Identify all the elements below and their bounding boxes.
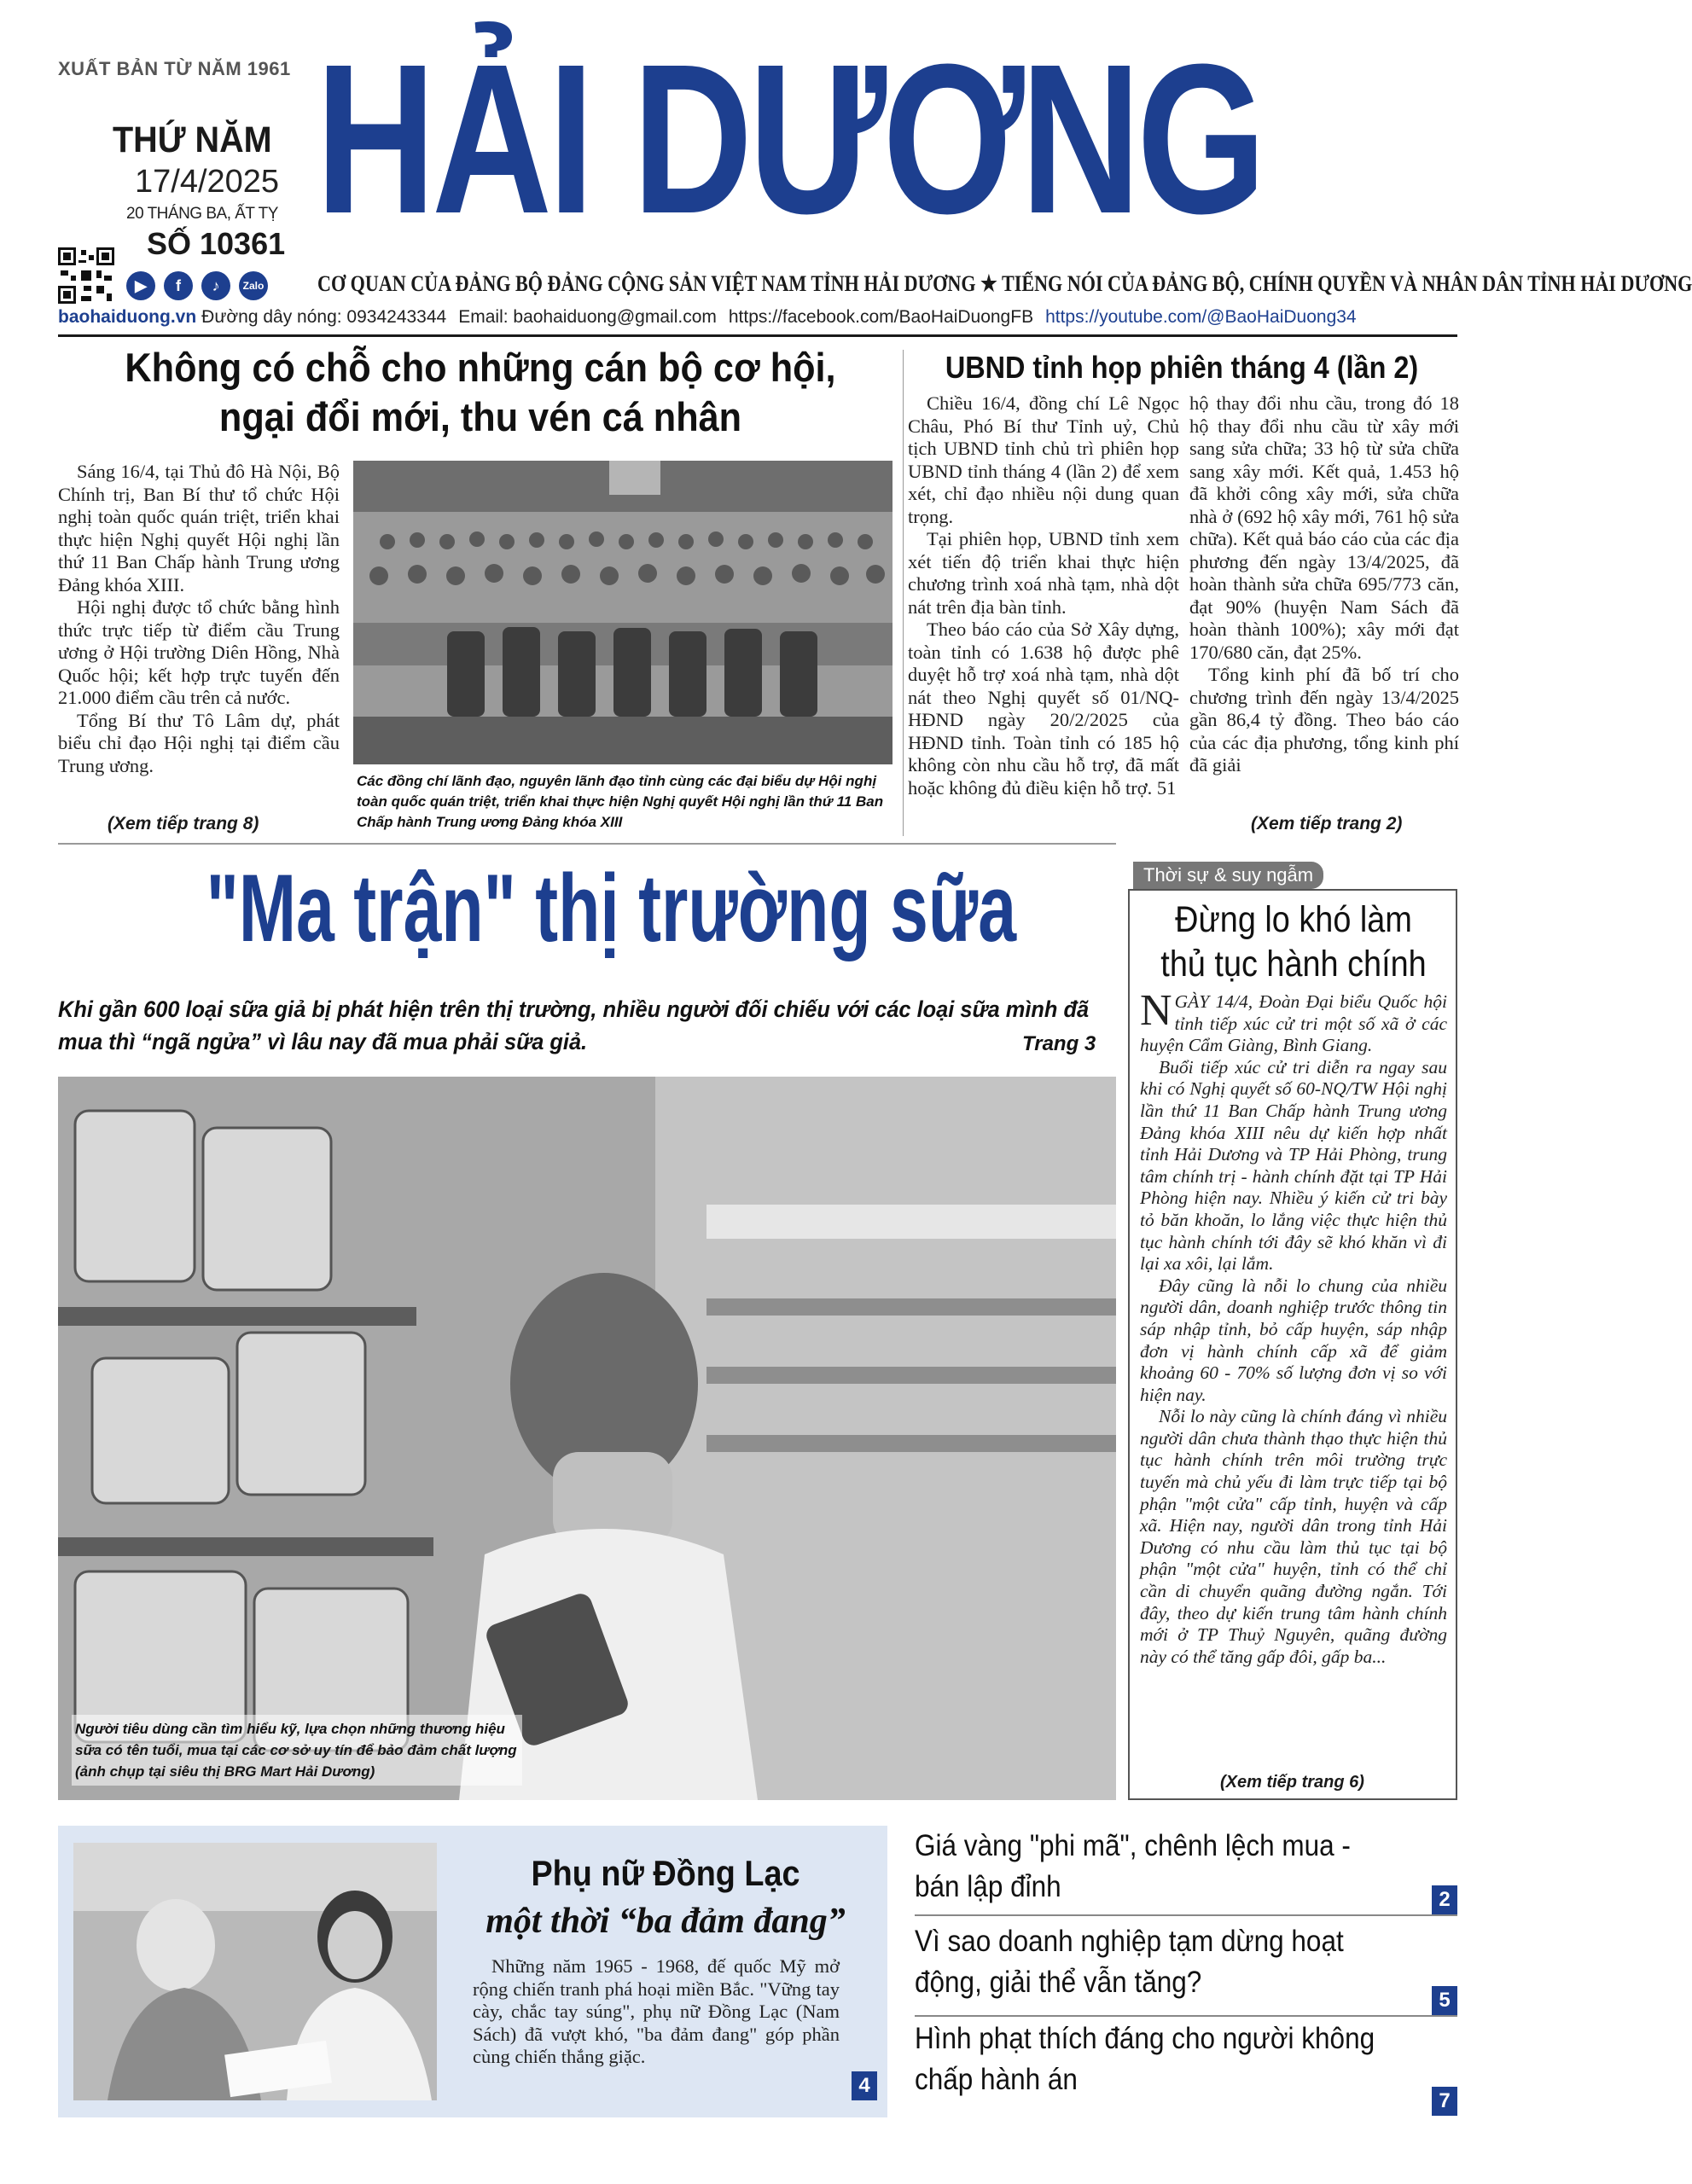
teaser-item[interactable] bbox=[915, 2018, 1457, 2145]
site-link[interactable]: baohaiduong.vn bbox=[58, 307, 197, 327]
lead-caps: GÀY 14/4, bbox=[1174, 991, 1253, 1012]
opinion-lead-paragraph bbox=[1140, 986, 1448, 1057]
opinion-see-more[interactable]: (Xem tiếp trang 6) bbox=[1220, 1773, 1364, 1792]
ubnd-paragraph: Tổng kinh phí đã bố trí cho chương trình đến ngày 13/4/2025 gần 86,4 tỷ đồng. Theo báo cáo của các địa phương, tổng kinh phí đã giải bbox=[1189, 664, 1459, 775]
opinion-paragraph: Buổi tiếp xúc cử tri diễn ra ngay sau khi có Nghị quyết số 60-NQ/TW Hội nghị lần thứ 11 Ban Chấp hành Trung ương Đảng khóa XIII nêu dự kiến hợp nhất tỉnh Hải Dương và TP Hải Phòng, trung tâm chính trị - hành chính đặt tại TP Hải Phòng hiện nay. Nhiều ý kiến cử tri bày tỏ băn khoăn, lo lắng việc thực hiện thủ tục hành chính tới đây sẽ khó khăn vì đi lại xa xôi, lại lắm. bbox=[1140, 1056, 1447, 1275]
youtube-link[interactable]: https://youtube.com/@BaoHaiDuong34 bbox=[1045, 307, 1357, 327]
star-icon: ★ bbox=[980, 271, 1002, 296]
women-subhead: một thời “ba đảm đang” bbox=[486, 1902, 846, 1941]
column-rule bbox=[903, 350, 904, 836]
milk-photo bbox=[58, 1077, 1116, 1800]
ubnd-col2 bbox=[1189, 392, 1459, 777]
section-divider bbox=[58, 843, 1116, 845]
ubnd-see-more[interactable]: (Xem tiếp trang 2) bbox=[1251, 814, 1403, 834]
women-page-number[interactable]: 4 bbox=[852, 2071, 877, 2100]
milk-deck: Khi gần 600 loại sữa giả bị phát hiện trên thị trường, nhiều người đối chiếu với các loại sữa mình đã mua thì “ngã ngửa” vì lâu nay đã mua phải sữa giả. bbox=[58, 996, 1090, 1054]
lead-headline: Không có chỗ cho những cán bộ cơ hội, ngại đổi mới, thu vén cá nhân bbox=[125, 345, 836, 439]
tagline-part2: TIẾNG NÓI CỦA ĐẢNG BỘ, CHÍNH QUYỀN VÀ NHÂN DÂN TỈNH HẢI DƯƠNG bbox=[1001, 271, 1692, 296]
lead-paragraph: Tổng Bí thư Tô Lâm dự, phát biểu chỉ đạo Hội nghị tại điểm cầu Trung ương. bbox=[58, 709, 340, 776]
milk-headline: "Ma trận" thị trường sữa bbox=[206, 855, 1017, 961]
ubnd-col1 bbox=[908, 392, 1179, 799]
teaser-divider bbox=[915, 2015, 1457, 2017]
lead-see-more[interactable]: (Xem tiếp trang 8) bbox=[108, 814, 259, 834]
newspaper-title: HẢI DƯƠNG bbox=[316, 20, 1263, 258]
teaser-page-number: 7 bbox=[1432, 2087, 1457, 2116]
ubnd-paragraph: hộ thay đổi nhu cầu, trong đó 18 hộ thay đổi nhu cầu từ xây mới sang sửa chữa; 33 hộ từ sửa chữa sang xây mới. Kết quả, 1.453 hộ đã khởi công xây mới, sửa chữa nhà ở (692 hộ xây mới, 761 hộ sửa chữa). Kết quả báo cáo của các địa phương đến ngày 13/4/2025, đã hoàn thành sửa chữa 695/773 căn, đạt 90% (huyện Nam Sách đã hoàn thành 100%); xây mới đạt 170/680 căn, đạt 25%. bbox=[1189, 392, 1459, 663]
since-line: XUẤT BẢN TỪ NĂM 1961 bbox=[58, 58, 291, 79]
milk-page-ref[interactable]: Trang 3 bbox=[1022, 1032, 1096, 1055]
milk-photo-caption: Người tiêu dùng cần tìm hiểu kỹ, lựa chọn những thương hiệu sữa có tên tuổi, mua tại các cơ sở uy tín để bảo đảm chất lượng (ảnh chụp tại siêu thị BRG Mart Hải Dương) bbox=[72, 1715, 522, 1786]
facebook-link[interactable]: https://facebook.com/BaoHaiDuongFB bbox=[728, 307, 1034, 327]
teaser-title: Vì sao doanh nghiệp tạm dừng hoạt động, giải thể vẫn tăng? bbox=[915, 1925, 1344, 1999]
women-headline: Phụ nữ Đồng Lạc bbox=[531, 1853, 800, 1893]
contact-strip bbox=[58, 307, 1457, 328]
tagline-part1: CƠ QUAN CỦA ĐẢNG BỘ ĐẢNG CỘNG SẢN VIỆT NAM TỈNH HẢI DƯƠNG bbox=[317, 271, 976, 296]
lead-body bbox=[58, 461, 340, 777]
opinion-paragraph: Đây cũng là nỗi lo chung của nhiều người dân, doanh nghiệp trước thông tin sáp nhập tỉnh, bỏ cấp huyện, sáp nhập đơn vị hành chính cấp xã để giảm khoảng 60 - 70% số lượng đơn vị so với hiện nay. bbox=[1140, 1275, 1447, 1405]
weekday: THỨ NĂM bbox=[113, 119, 272, 160]
qr-code-icon bbox=[58, 247, 114, 304]
opinion-label: Thời sự & suy ngẫm bbox=[1133, 862, 1323, 889]
teaser-title: Giá vàng "phi mã", chênh lệch mua - bán lập đỉnh bbox=[915, 1829, 1351, 1903]
drop-cap: N bbox=[1140, 986, 1172, 1035]
facebook-icon[interactable]: f bbox=[164, 271, 193, 300]
issue-date: 17/4/2025 bbox=[135, 164, 280, 200]
tiktok-icon[interactable]: ♪ bbox=[201, 271, 230, 300]
masthead-divider bbox=[58, 334, 1457, 337]
tagline bbox=[317, 271, 1692, 297]
opinion-body bbox=[1140, 986, 1448, 1668]
teaser-page-number: 5 bbox=[1432, 1986, 1457, 2015]
lunar-date: 20 THÁNG BA, ẤT TỴ bbox=[126, 205, 278, 223]
women-photo bbox=[73, 1843, 437, 2100]
women-body bbox=[473, 1955, 840, 2069]
opinion-paragraph: Nỗi lo này cũng là chính đáng vì nhiều người dân chưa thành thạo thực hiện thủ tục hành chính trên môi trường trực tuyến mà chủ yếu đi làm trực tiếp tại bộ phận "một cửa" cấp tỉnh, huyện và cấp xã. Hiện nay, người dân trong tỉnh Hải Dương có nhu cầu làm thủ tục tại bộ phận "một cửa" huyện, tỉnh có thể chỉ cần di chuyển quãng đường ngắn. Tới đây, theo dự kiến trung tâm hành chính mới ở TP Thuỷ Nguyên, quãng đường này có thể tăng gấp đôi, gấp ba... bbox=[1140, 1406, 1447, 1667]
conference-photo bbox=[353, 461, 893, 764]
ubnd-paragraph: Tại phiên họp, UBND tỉnh xem xét tiến độ triển khai thực hiện chương trình xoá nhà tạm, nhà dột nát trên địa bàn tỉnh. bbox=[908, 528, 1179, 618]
teaser-title: Hình phạt thích đáng cho người không chấp hành án bbox=[915, 2022, 1375, 2096]
lead-paragraph: Hội nghị được tổ chức bằng hình thức trực tiếp từ điểm cầu Trung ương ở Hội trường Diên Hồng, Nhà Quốc hội; kết hợp trực tuyến đến 21.000 điểm cầu trên cả nước. bbox=[58, 596, 340, 708]
zalo-icon[interactable]: Zalo bbox=[239, 271, 268, 300]
ubnd-paragraph: Theo báo cáo của Sở Xây dựng, toàn tỉnh có 1.638 hộ được phê duyệt hỗ trợ xoá nhà tạm, nhà dột nát theo Nghị quyết số 01/NQ-HĐND ngày 20/2/2025 của HĐND tỉnh. Toàn tỉnh có 185 hộ không còn nhu cầu hỗ trợ, đã mất hoặc không đủ điều kiện hỗ trợ. 51 bbox=[908, 619, 1179, 799]
lead-paragraph: Sáng 16/4, tại Thủ đô Hà Nội, Bộ Chính trị, Ban Bí thư tổ chức Hội nghị toàn quốc quán triệt, triển khai thực hiện Nghị quyết Hội nghị lần thứ 11 Ban Chấp hành Trung ương Đảng khóa XIII. bbox=[58, 461, 340, 595]
teaser-page-number: 2 bbox=[1432, 1885, 1457, 1914]
opinion-paragraph: Đoàn Đại biểu Quốc hội tỉnh tiếp xúc cử tri một số xã ở các huyện Cẩm Giàng, Bình Giang. bbox=[1140, 991, 1448, 1056]
opinion-headline: Đừng lo khó làm thủ tục hành chính bbox=[1160, 899, 1427, 985]
ubnd-headline: UBND tỉnh họp phiên tháng 4 (lần 2) bbox=[945, 350, 1419, 385]
ubnd-paragraph: Chiều 16/4, đồng chí Lê Ngọc Châu, Phó Bí thư Tỉnh uỷ, Chủ tịch UBND tỉnh chủ trì phiên họp UBND tỉnh tháng 4 (lần 2) để xem xét, chỉ đạo nhiều nội dung quan trọng. bbox=[908, 392, 1179, 527]
hotline: Đường dây nóng: 0934243344 bbox=[201, 307, 447, 327]
women-paragraph: Những năm 1965 - 1968, đế quốc Mỹ mở rộng chiến tranh phá hoại miền Bắc. "Vững tay cày, chắc tay súng", phụ nữ Đồng Lạc (Nam Sách) đã vượt khó, "ba đảm đang" góp phần cùng chiến thắng giặc. bbox=[473, 1955, 840, 2067]
teaser-divider bbox=[915, 1914, 1457, 1916]
issue-number: SỐ 10361 bbox=[147, 226, 286, 261]
lead-photo-caption: Các đồng chí lãnh đạo, nguyên lãnh đạo tỉnh cùng các đại biểu dự Hội nghị toàn quốc quán triệt, triển khai thực hiện Nghị quyết Hội nghị lần thứ 11 Ban Chấp hành Trung ương Đảng khóa XIII bbox=[357, 773, 884, 830]
youtube-icon[interactable]: ▶ bbox=[126, 271, 155, 300]
email-link[interactable]: Email: baohaiduong@gmail.com bbox=[458, 307, 717, 327]
